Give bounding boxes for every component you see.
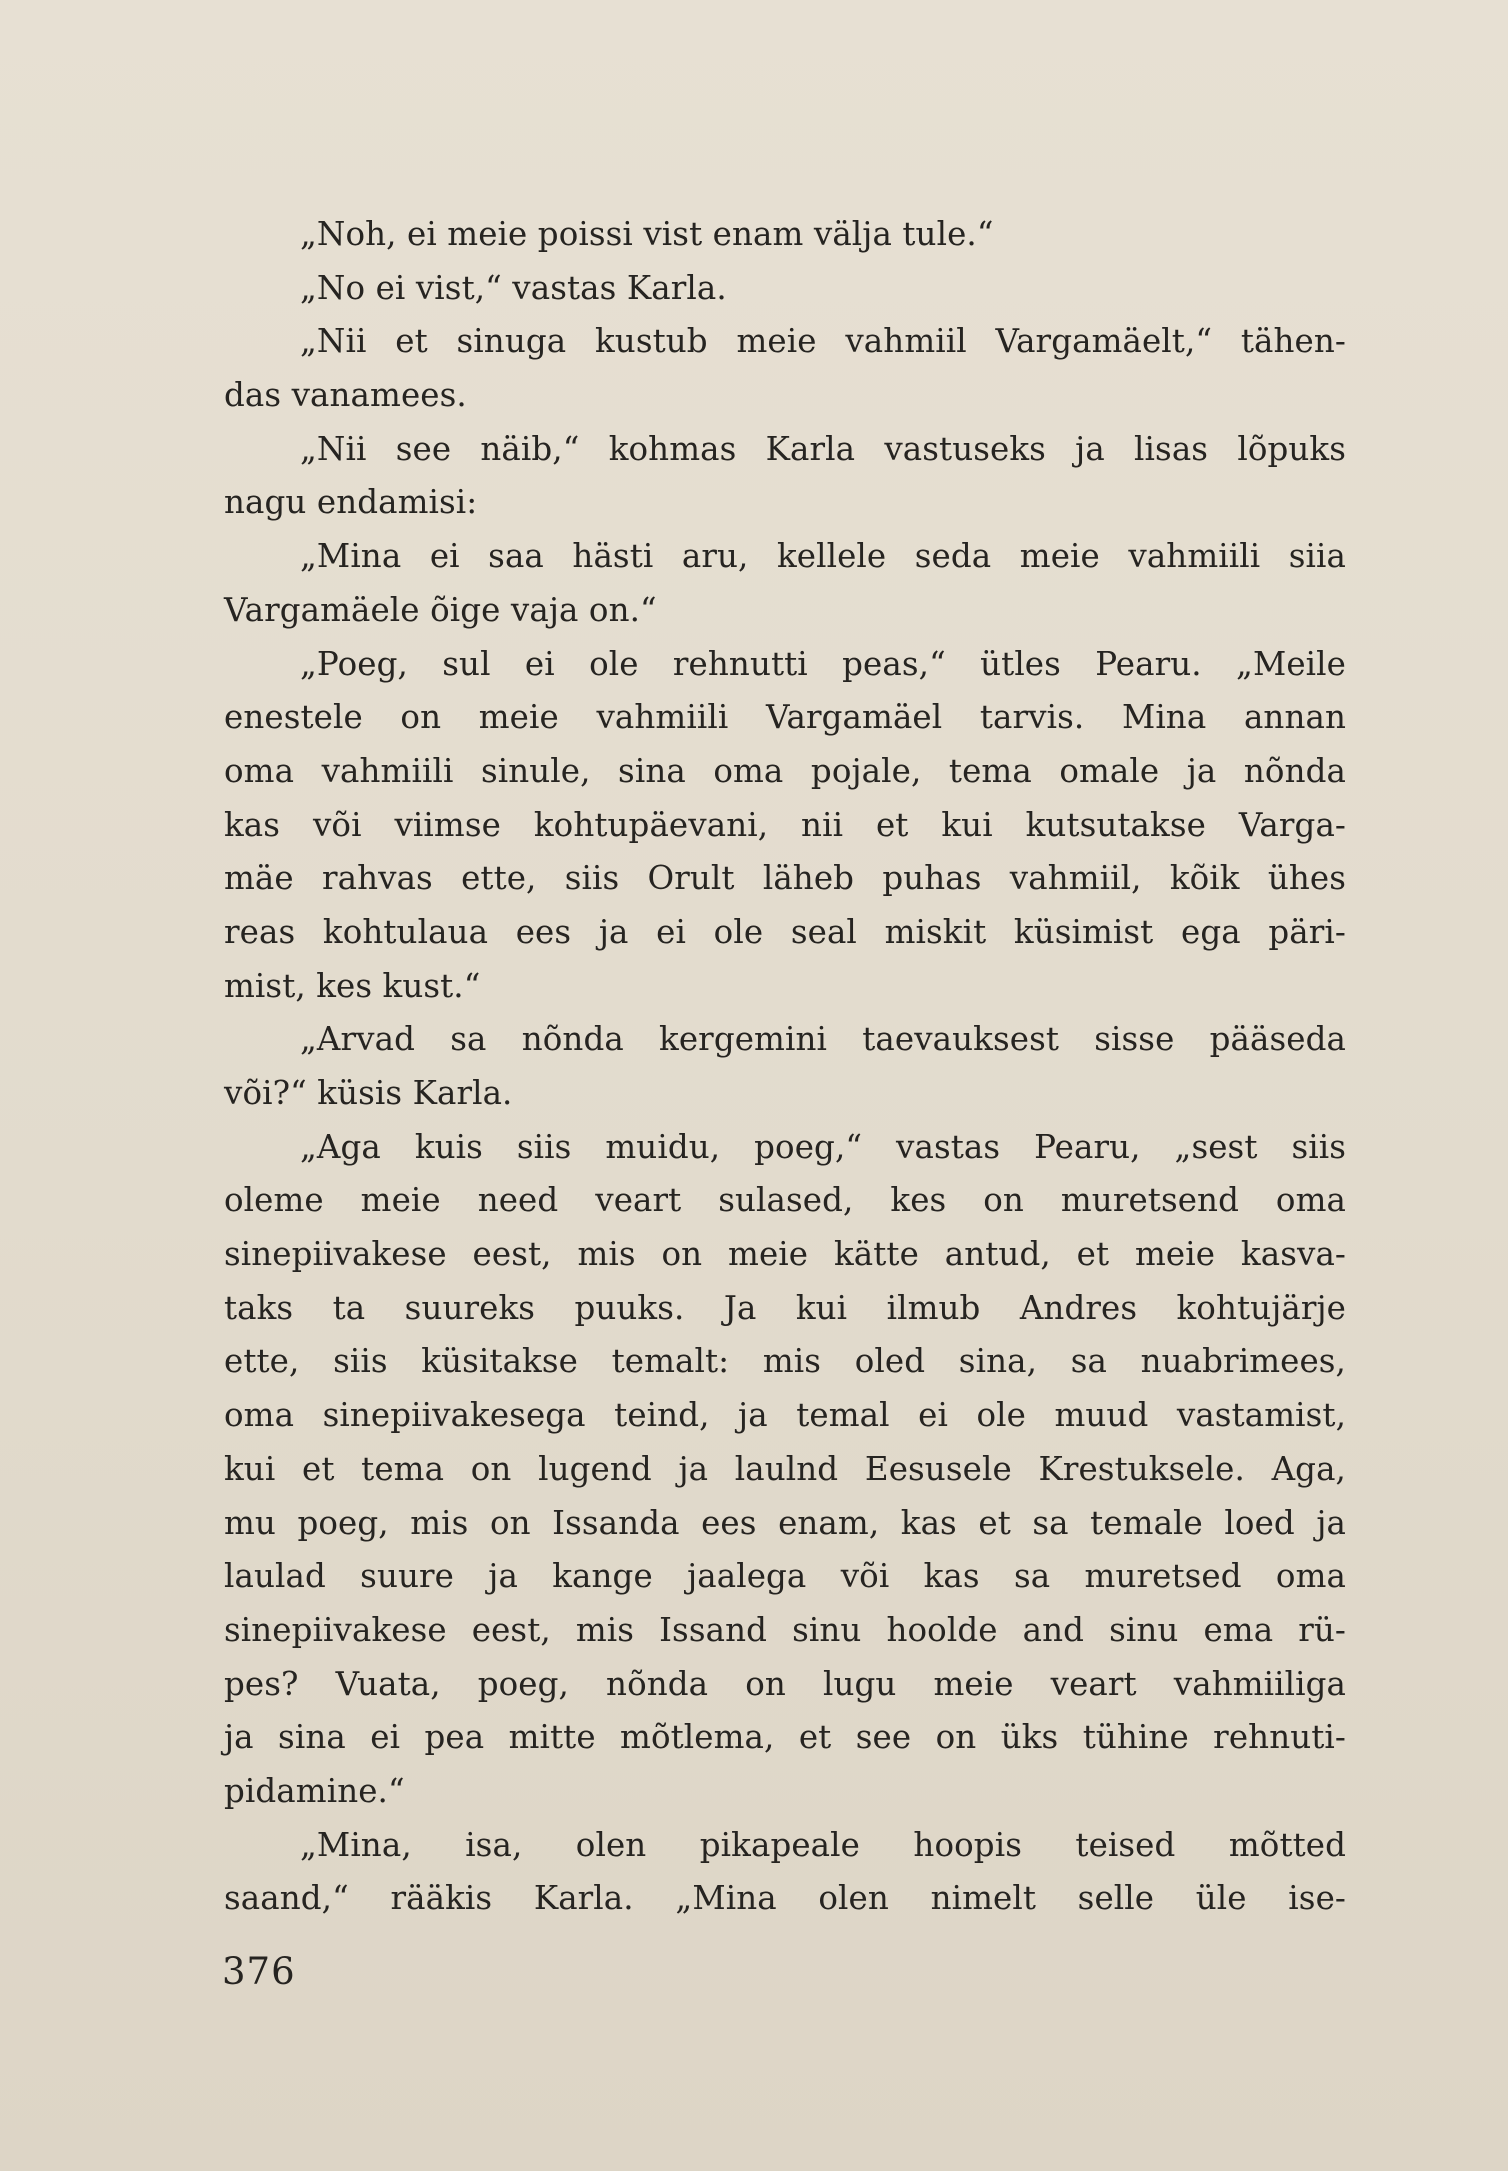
text-line: oma vahmiili sinule, sina oma pojale, tema omale ja nõnda [224,751,1346,790]
text-line: „Nii see näib,“ kohmas Karla vastuseks ja lisas lõpuks [300,429,1346,468]
page-number: 376 [222,1950,296,1993]
text-line: sinepiivakese eest, mis on meie kätte antud, et meie kasva- [224,1235,1346,1274]
text-line: mu poeg, mis on Issanda ees enam, kas et sa temale loed ja [224,1503,1346,1542]
text-line: sinepiivakese eest, mis Issand sinu hoolde and sinu ema rü- [224,1610,1346,1649]
text-line: saand,“ rääkis Karla. „Mina olen nimelt selle üle ise- [224,1879,1346,1918]
text-line: Vargamäele õige vaja on.“ [224,590,657,629]
text-line: „Nii et sinuga kustub meie vahmiil Vargamäelt,“ tähen- [300,322,1346,361]
text-line: nagu endamisi: [224,483,478,522]
text-line: „Mina ei saa hästi aru, kellele seda meie vahmiili siia [300,537,1346,576]
text-line: pes? Vuata, poeg, nõnda on lugu meie veart vahmiiliga [224,1664,1346,1703]
body-text [224,208,1346,1926]
text-line: „No ei vist,“ vastas Karla. [300,268,727,307]
text-line: oma sinepiivakesega teind, ja temal ei ole muud vastamist, [224,1396,1346,1435]
text-line: ette, siis küsitakse temalt: mis oled sina, sa nuabrimees, [224,1342,1346,1381]
text-line: das vanamees. [224,376,467,415]
text-line: taks ta suureks puuks. Ja kui ilmub Andres kohtujärje [224,1288,1346,1327]
text-line: kui et tema on lugend ja laulnd Eesusele Krestuksele. Aga, [224,1449,1346,1488]
text-line: mäe rahvas ette, siis Orult läheb puhas vahmiil, kõik ühes [224,859,1346,898]
text-line: „Noh, ei meie poissi vist enam välja tule.“ [300,215,994,253]
text-line: reas kohtulaua ees ja ei ole seal miskit küsimist ega päri- [224,912,1346,951]
text-line: mist, kes kust.“ [224,966,481,1005]
text-line: „Mina, isa, olen pikapeale hoopis teised mõtted [300,1825,1346,1864]
text-line: „Poeg, sul ei ole rehnutti peas,“ ütles Pearu. „Meile [300,644,1346,683]
text-line: oleme meie need veart sulased, kes on muretsend oma [224,1181,1346,1220]
text-line: „Aga kuis siis muidu, poeg,“ vastas Pearu, „sest siis [300,1127,1346,1166]
text-line: või?“ küsis Karla. [224,1074,513,1112]
text-line: ja sina ei pea mitte mõtlema, et see on üks tühine rehnuti- [224,1718,1346,1757]
text-line: pidamine.“ [224,1771,405,1810]
text-line: enestele on meie vahmiili Vargamäel tarvis. Mina annan [224,698,1346,737]
text-line: „Arvad sa nõnda kergemini taevauksest sisse pääseda [300,1020,1346,1059]
text-line: kas või viimse kohtupäevani, nii et kui kutsutakse Varga- [224,805,1346,844]
text-line: laulad suure ja kange jaalega või kas sa muretsed oma [224,1557,1346,1596]
